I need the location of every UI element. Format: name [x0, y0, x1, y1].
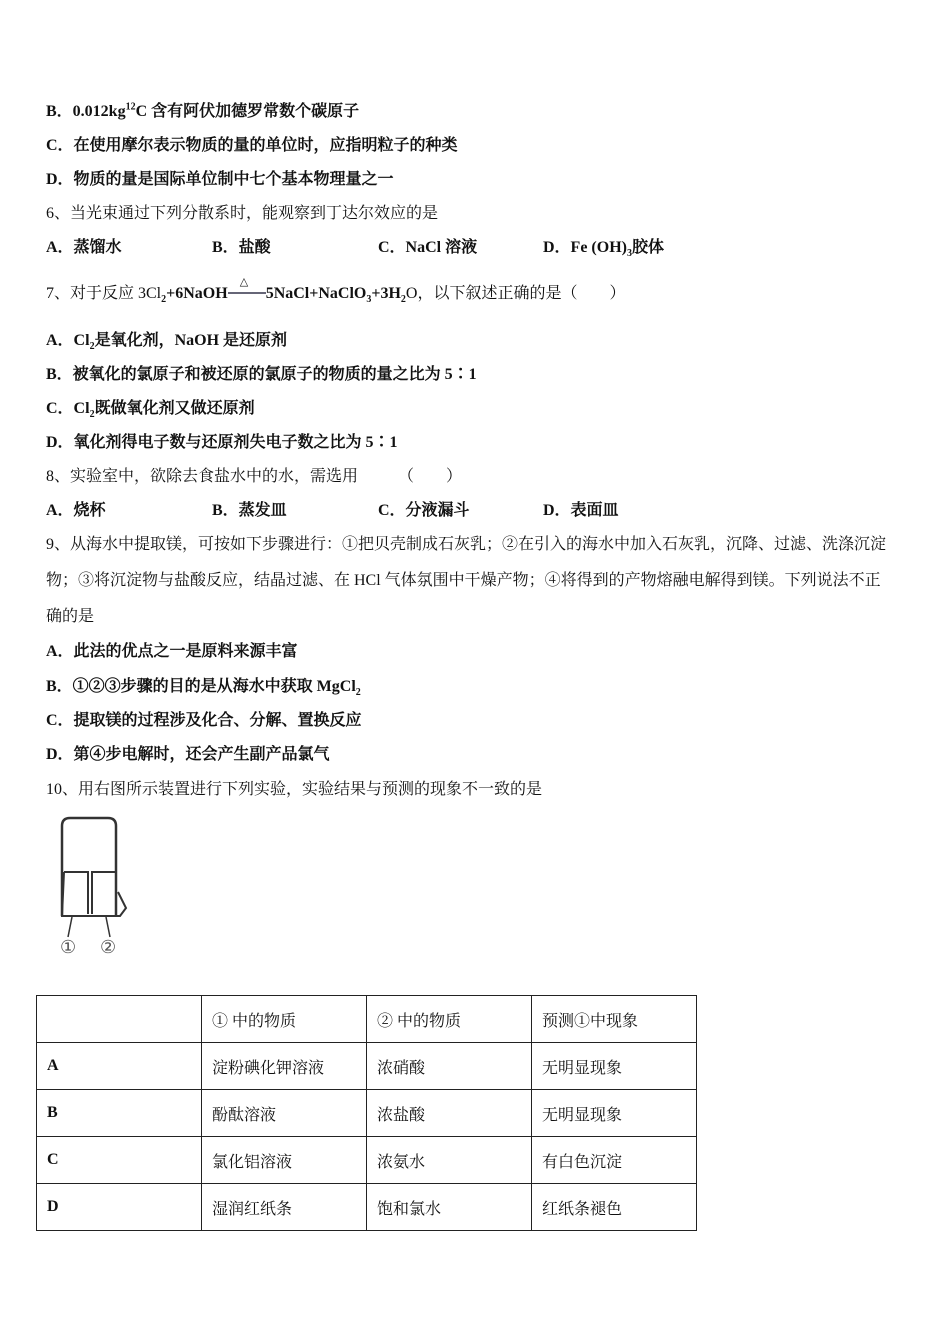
label-2: ②: [100, 937, 117, 957]
q9-option-b: B．①②③步骤的目的是从海水中获取 MgCl$_2$: [46, 678, 361, 699]
q9-stem-line1: 9、从海水中提取镁，可按如下步骤进行：①把贝壳制成石灰乳；②在引入的海水中加入石灰乳，沉降、过滤、洗涤沉淀: [46, 536, 887, 553]
q9-stem-line3: 确的是: [46, 608, 95, 625]
q9-option-d: D．第④步电解时，还会产生副产品氯气: [46, 746, 330, 763]
q8-option-a: A．烧杯: [46, 502, 106, 519]
table-header-row: [37, 996, 697, 1043]
q6-option-a: A．蒸馏水: [46, 239, 122, 256]
heat-arrow: △: [228, 284, 266, 304]
q10-stem: 10、用右图所示装置进行下列实验，实验结果与预测的现象不一致的是: [46, 781, 543, 798]
label-1: ①: [60, 937, 77, 957]
apparatus-figure: [50, 812, 140, 957]
q6-option-b: B．盐酸: [212, 239, 271, 256]
table-row: D 湿润红纸条 饱和氯水 红纸条褪色: [37, 1184, 697, 1231]
table-row: C 氯化铝溶液 浓氨水 有白色沉淀: [37, 1137, 697, 1184]
q7-option-a: A．$Cl_2$是氧化剂，NaOH 是还原剂: [46, 332, 288, 353]
q6-option-c: C．NaCl 溶液: [378, 239, 478, 256]
q7-stem: 7、对于反应 $3Cl_2+6NaOH$ △ $5NaCl+NaClO_3+3H_2O$，以下叙述正确的是（ ）: [46, 276, 626, 306]
q7-option-d: D．氧化剂得电子数与还原剂失电子数之比为 5∶1: [46, 434, 398, 451]
q7-option-b: B．被氧化的氯原子和被还原的氯原子的物质的量之比为 5∶1: [46, 366, 477, 383]
q6-stem: 6、当光束通过下列分散系时，能观察到丁达尔效应的是: [46, 205, 439, 222]
q9-stem-line2: 物；③将沉淀物与盐酸反应，结晶过滤、在 HCl 气体氛围中干燥产物；④将得到的产物熔融电解得到镁。下列说法不正: [46, 572, 881, 589]
q8-option-c: C．分液漏斗: [378, 502, 470, 519]
q8-option-b: B．蒸发皿: [212, 502, 287, 519]
q10-table: [36, 995, 697, 1231]
header-cell: ① 中的物质: [202, 996, 367, 1043]
q6-option-d: D．Fe $(OH)_3$胶体: [543, 239, 664, 260]
q8-stem: 8、实验室中，欲除去食盐水中的水，需选用 （ ）: [46, 468, 463, 485]
q8-option-d: D．表面皿: [543, 502, 619, 519]
table-row: A 淀粉碘化钾溶液 浓硝酸 无明显现象: [37, 1043, 697, 1090]
q5-option-b: B．$0.012kg^{12}C$ 含有阿伏加德罗常数个碳原子: [46, 101, 360, 120]
q7-option-c: C．$Cl_2$既做氧化剂又做还原剂: [46, 400, 255, 421]
q5-option-d: D．物质的量是国际单位制中七个基本物理量之一: [46, 171, 394, 188]
q5-option-c: C．在使用摩尔表示物质的量的单位时，应指明粒子的种类: [46, 137, 458, 154]
q9-option-a: A．此法的优点之一是原料来源丰富: [46, 643, 298, 660]
q9-option-c: C．提取镁的过程涉及化合、分解、置换反应: [46, 712, 362, 729]
header-cell: ② 中的物质: [367, 996, 532, 1043]
header-cell: 预测①中现象: [532, 996, 697, 1043]
table-row: B 酚酞溶液 浓盐酸 无明显现象: [37, 1090, 697, 1137]
